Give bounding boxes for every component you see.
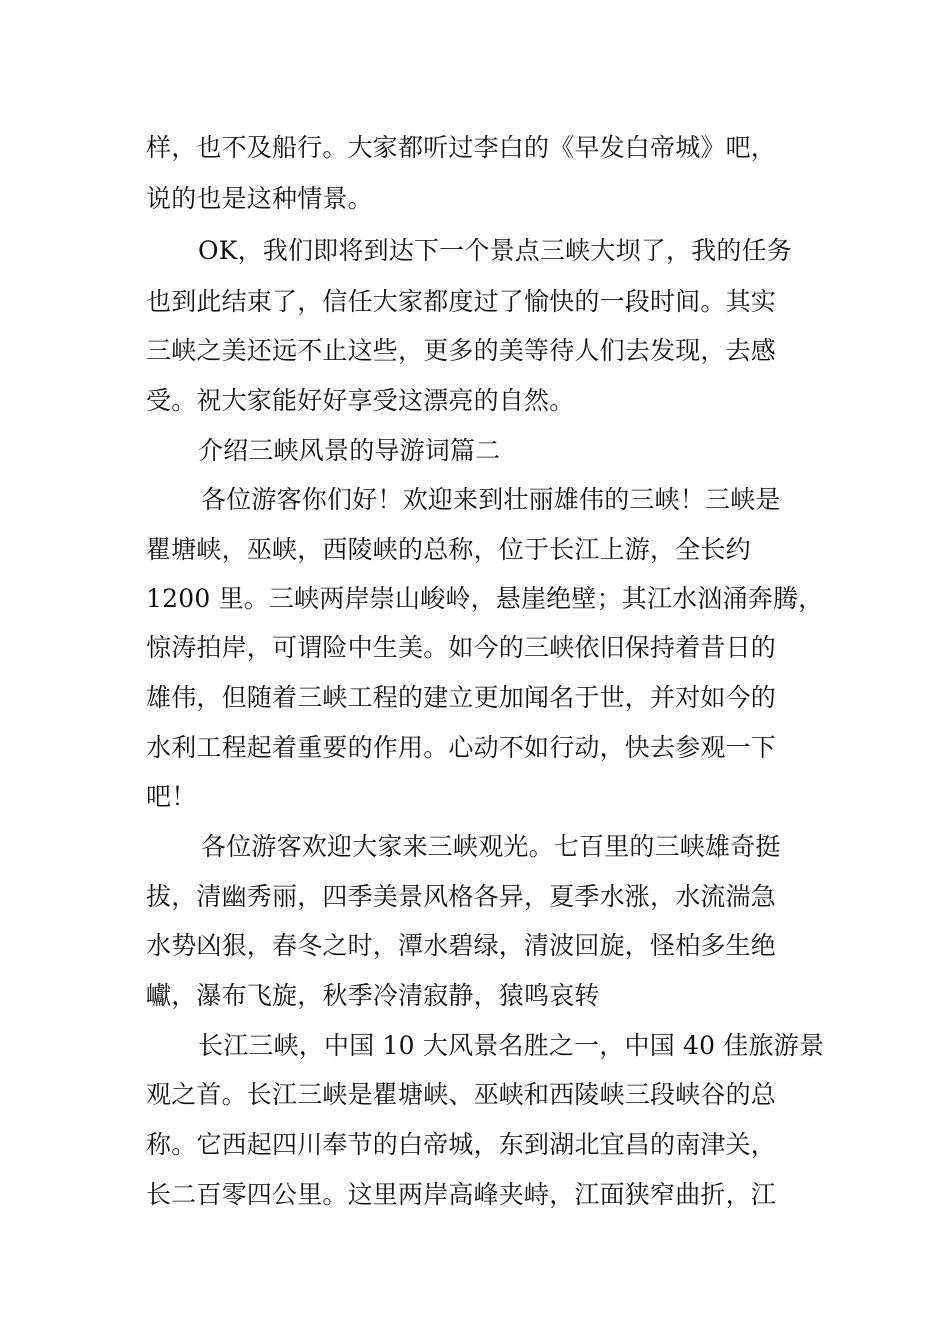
text-line: 观之首。长江三峡是瞿塘峡、巫峡和西陵峡三段峡谷的总 [146, 1080, 777, 1109]
text-line: 称。它西起四川奉节的白帝城，东到湖北宜昌的南津关， [146, 1130, 777, 1159]
text-line: 也到此结束了，信任大家都度过了愉快的一段时间。其实 [146, 287, 777, 316]
text-line: 长二百零四公里。这里两岸高峰夹峙，江面狭窄曲折，江 [146, 1180, 777, 1209]
text-line: 惊涛拍岸，可谓险中生美。如今的三峡依旧保持着昔日的 [146, 633, 777, 662]
text-line: 受。祝大家能好好享受这漂亮的自然。 [146, 386, 575, 415]
text-line: 样，也不及船行。大家都听过李白的《早发白帝城》吧， [146, 133, 777, 162]
text-line: 拔，清幽秀丽，四季美景风格各异，夏季水涨，水流湍急 [146, 882, 777, 911]
text-line: 水利工程起着重要的作用。心动不如行动，快去参观一下 [146, 733, 777, 762]
text-line: 说的也是这种情景。 [146, 184, 373, 213]
text-line: 三峡之美还远不止这些，更多的美等待人们去发现，去感 [146, 336, 777, 365]
paragraph-start-line: OK，我们即将到达下一个景点三峡大坝了，我的任务 [198, 236, 792, 265]
text-line: 雄伟，但随着三峡工程的建立更加闻名于世，并对如今的 [146, 683, 777, 712]
text-line: 1200 里。三峡两岸崇山峻岭，悬崖绝壁；其江水汹涌奔腾， [146, 584, 824, 613]
text-line: 水势凶狠，春冬之时，潭水碧绿，清波回旋，怪柏多生绝 [146, 931, 777, 960]
paragraph-start-line: 各位游客欢迎大家来三峡观光。七百里的三峡雄奇挺 [201, 832, 781, 861]
paragraph-start-line: 长江三峡，中国 10 大风景名胜之一，中国 40 佳旅游景 [198, 1031, 825, 1060]
text-line: 巘，瀑布飞旋，秋季冷清寂静，猿鸣哀转 [146, 981, 600, 1010]
section-heading: 介绍三峡风景的导游词篇二 [198, 436, 501, 465]
paragraph-start-line: 各位游客你们好！欢迎来到壮丽雄伟的三峡！三峡是 [201, 485, 781, 514]
text-line: 吧！ [146, 782, 197, 811]
text-line: 瞿塘峡，巫峡，西陵峡的总称，位于长江上游，全长约 [146, 535, 751, 564]
